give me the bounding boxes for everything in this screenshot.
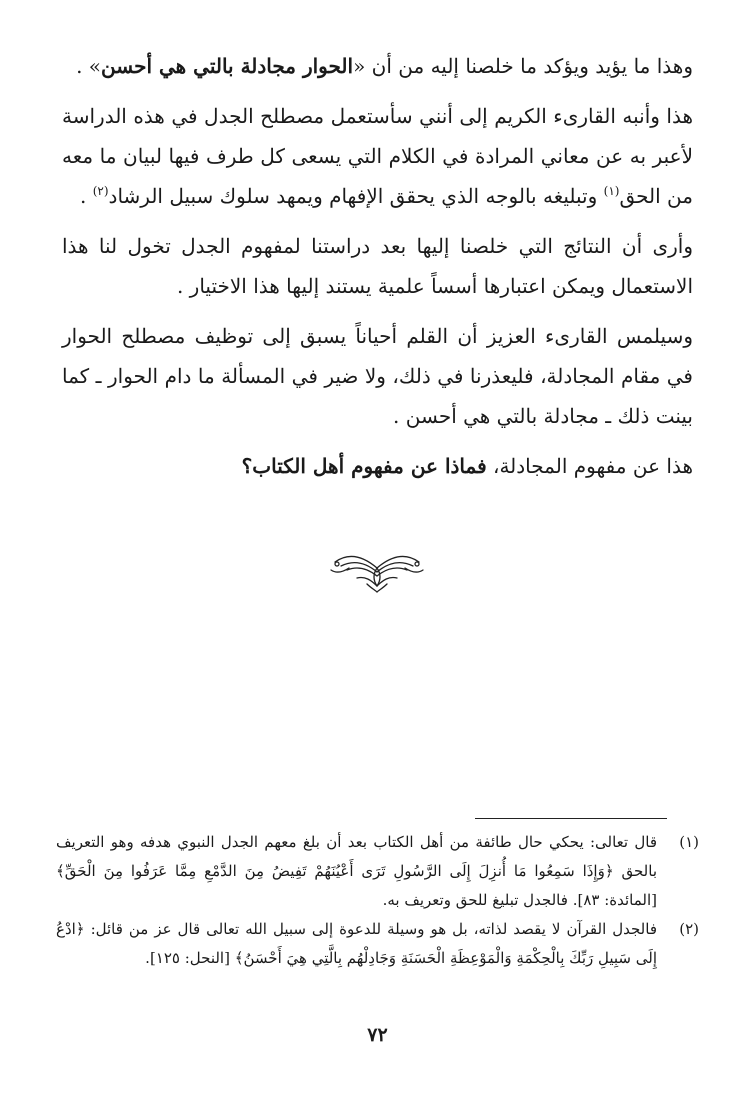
footnote-1-text: قال تعالى: يحكي حال طائفة من أهل الكتاب بعد أن بلغ معهم الجدل النبوي هدفه وهو التعريف بالحق ﴿وَإِذَا سَمِعُوا مَا أُنزِلَ إِلَى الرَّسُولِ تَرَى أَعْيُنَهُمْ تَفِيضُ مِنَ الدَّمْعِ مِمَّا عَرَفُوا مِنَ الْحَقِّ﴾ [المائدة: ٨٣]. فالجدل تبليغ للحق وتعريف به. (56, 833, 657, 909)
paragraph-2-text-cont: وتبليغه بالوجه الذي يحقق الإفهام ويمهد سلوك سبيل الرشاد (108, 184, 604, 208)
paragraph-5 (62, 446, 693, 486)
decorative-flourish-icon (327, 548, 427, 598)
paragraph-3: وأرى أن النتائج التي خلصنا إليها بعد دراستنا لمفهوم الجدل تخول لنا هذا الاستعمال ويمكن اعتبارها أسساً علمية يستند إليها هذا الاختيار . (62, 234, 693, 298)
footnote-ref-2[interactable]: (٢) (92, 184, 109, 198)
paragraph-1-bold-phrase: الحوار مجادلة بالتي هي أحسن (101, 54, 354, 78)
paragraph-5-bold-question: فماذا عن مفهوم أهل الكتاب؟ (241, 454, 487, 478)
footnote-2-text: فالجدل القرآن لا يقصد لذاته، بل هو وسيلة للدعوة إلى سبيل الله تعالى قال عز من قائل: ﴿ادْعُ إِلَى سَبِيلِ رَبِّكَ بِالْحِكْمَةِ وَالْمَوْعِظَةِ الْحَسَنَةِ وَجَادِلْهُم بِالَّتِي هِيَ أَحْسَنُ﴾ [النحل: ١٢٥]. (56, 920, 657, 967)
page-number: ٧٢ (367, 1024, 388, 1046)
paragraph-1-end: » . (76, 54, 102, 78)
footnote-1 (56, 828, 699, 915)
paragraph-2-text: هذا وأنبه القارىء الكريم إلى أنني سأستعمل مصطلح الجدل في هذه الدراسة لأعبر به عن معاني المرادة في الكلام التي يسعى كل طرف فيها لبيان ما معه من الحق (62, 104, 693, 208)
footnotes (56, 828, 699, 973)
footnote-separator (475, 818, 667, 819)
footnote-ref-1[interactable]: (١) (603, 184, 620, 198)
paragraph-1-text: وهذا ما يؤيد ويؤكد ما خلصنا إليه من أن « (353, 54, 693, 78)
paragraph-5-text: هذا عن مفهوم المجادلة، (486, 454, 693, 478)
footnote-2-number: (٢) (679, 920, 699, 938)
footnote-1-number: (١) (679, 833, 699, 851)
paragraph-1 (62, 46, 693, 86)
paragraph-4: وسيلمس القارىء العزيز أن القلم أحياناً يسبق إلى توظيف مصطلح الحوار في مقام المجادلة، فليعذرنا في ذلك، ولا ضير في المسألة ما دام الحوار ـ كما بينت ذلك ـ مجادلة بالتي هي أحسن . (62, 324, 693, 428)
footnote-2 (56, 915, 699, 973)
paragraph-2 (62, 96, 693, 216)
main-text (62, 46, 693, 496)
paragraph-2-end: . (79, 184, 93, 208)
